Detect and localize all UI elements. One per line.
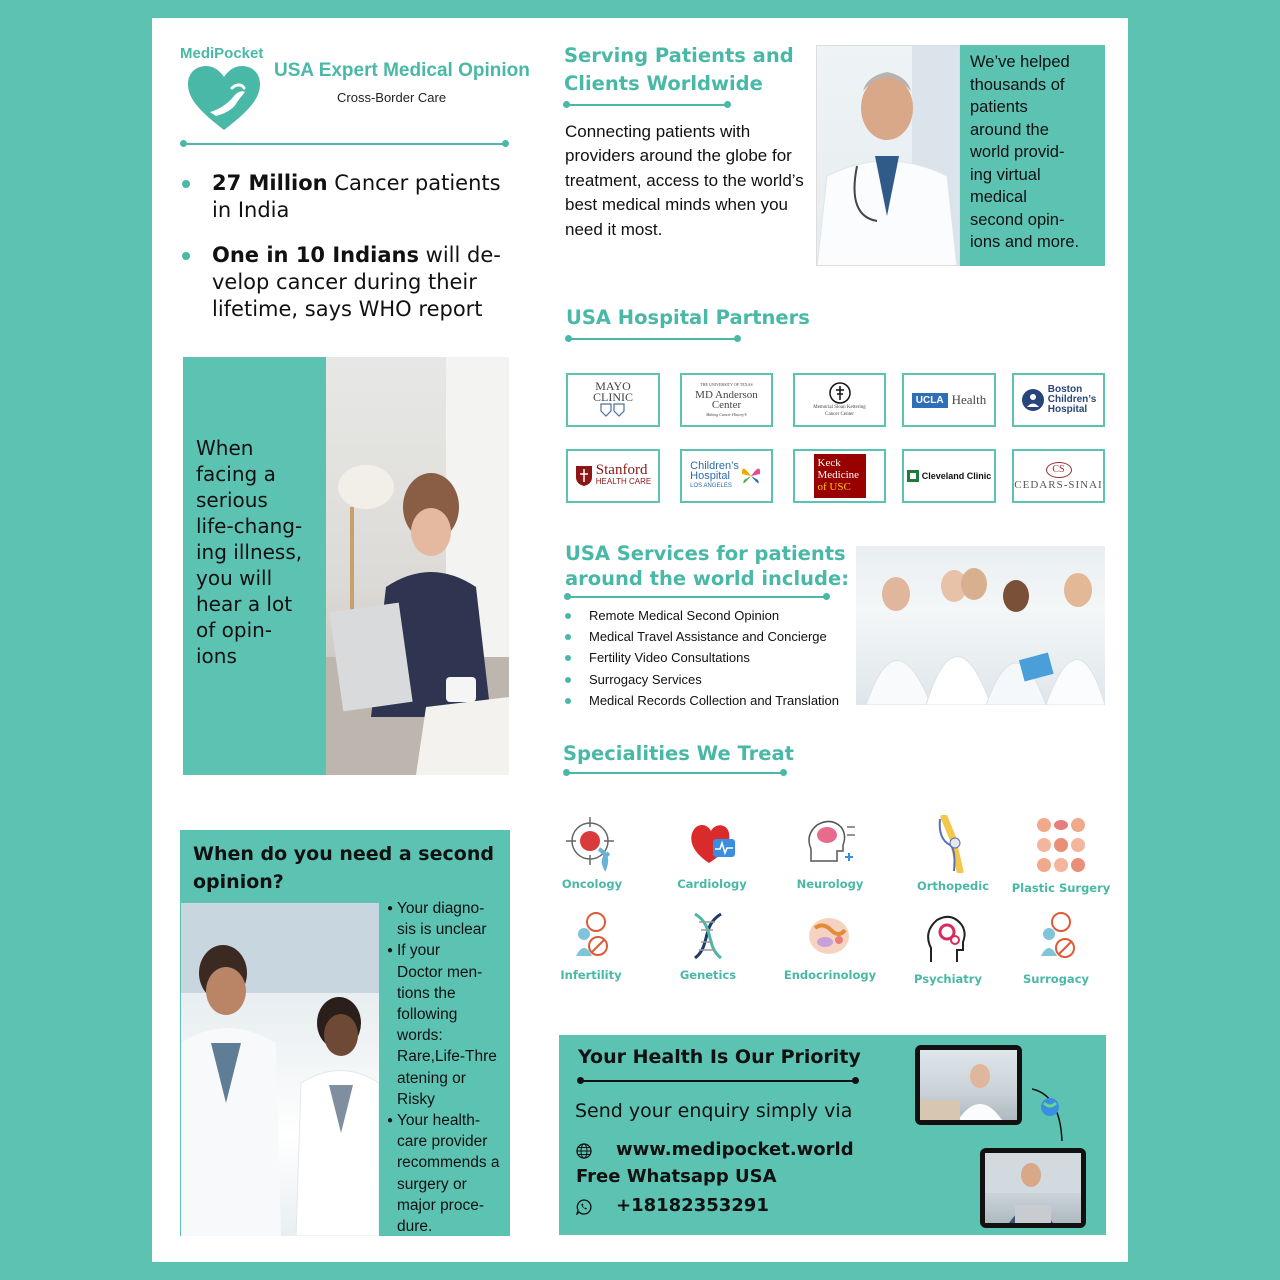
logo-stanford-health-care xyxy=(566,449,660,503)
services-divider xyxy=(567,596,827,598)
logo-memorial-sloan-kettering xyxy=(793,373,886,427)
logo-keck-medicine-usc xyxy=(793,449,886,503)
video-call-tablet-top xyxy=(915,1045,1022,1125)
logo-text: Hospital xyxy=(1047,404,1088,415)
speciality-label: Oncology xyxy=(561,877,623,891)
serving-title: Serving Patients and Clients Worldwide xyxy=(564,44,794,95)
genetics-icon xyxy=(681,910,735,962)
logo-text: MD Anderson xyxy=(695,389,758,401)
stat-highlight: One in 10 Indians xyxy=(212,243,419,267)
partners-divider xyxy=(568,338,738,340)
logo-text: Hospital xyxy=(690,470,730,482)
psychiatry-icon xyxy=(921,910,975,966)
serving-text: Connecting patients with providers around the globe for treatment, access to the world’s best medical minds when you need it most. xyxy=(565,122,804,239)
logo-text: Stanford xyxy=(595,462,648,478)
services-list xyxy=(565,605,839,711)
stanford-shield-icon xyxy=(575,465,593,487)
service-item: Medical Travel Assistance and Concierge xyxy=(565,626,839,647)
logo-text: THE UNIVERSITY OF TEXAS xyxy=(700,382,753,387)
bullet-icon xyxy=(182,252,190,260)
contact-send-text: Send your enquiry simply via xyxy=(575,1100,853,1122)
website-link[interactable]: www.medipocket.world xyxy=(616,1139,854,1160)
logo-text: CLINIC xyxy=(593,390,633,404)
stat-item xyxy=(180,242,525,323)
logo-md-anderson xyxy=(680,373,773,427)
contact-title: Your Health Is Our Priority xyxy=(578,1046,861,1068)
video-call-doctor-image xyxy=(920,1050,1017,1120)
video-call-tablet-bottom xyxy=(980,1148,1086,1228)
cancer-stats xyxy=(180,170,525,341)
logo-boston-childrens xyxy=(1012,373,1105,427)
surrogacy-icon xyxy=(1029,910,1083,966)
partners-title: USA Hospital Partners xyxy=(566,306,810,329)
whatsapp-label: Free Whatsapp USA xyxy=(576,1166,777,1187)
msk-emblem-icon xyxy=(829,382,851,404)
phone-link[interactable]: +18182353291 xyxy=(616,1195,769,1216)
logo-text: Keck xyxy=(817,457,841,469)
service-item: Medical Records Collection and Translation xyxy=(565,690,839,711)
speciality-neurology xyxy=(780,815,880,891)
stressed-woman-photo xyxy=(326,357,509,775)
speciality-oncology xyxy=(542,815,642,891)
cardiology-icon xyxy=(685,815,739,871)
speciality-label: Orthopedic xyxy=(916,879,990,893)
logo-text: Boston xyxy=(1047,384,1083,395)
helped-text: We’ve helped thousands of patients around the world provid- ing virtual medical second opin- ions and more. xyxy=(970,53,1080,251)
logo-text: Children’s xyxy=(1047,394,1097,405)
header-divider xyxy=(183,143,506,145)
endocrinology-icon xyxy=(803,910,857,962)
second-opinion-item: ● Your health- care provider recommends a surgery or major proce- dure. xyxy=(384,1110,506,1237)
facing-illness-text: When facing a serious life-chang- ing illness, you will hear a lot of opin- ions xyxy=(196,436,303,668)
doctors-discussion-photo xyxy=(181,903,379,1236)
service-item: Surrogacy Services xyxy=(565,669,839,690)
brand-title: USA Expert Medical Opinion xyxy=(274,60,530,81)
infertility-icon xyxy=(564,910,618,962)
speciality-label: Plastic Surgery xyxy=(1011,881,1111,895)
speciality-surrogacy xyxy=(1006,910,1106,986)
logo-ucla-health xyxy=(902,373,996,427)
second-opinion-list xyxy=(384,898,506,1237)
service-item: Fertility Video Consultations xyxy=(565,647,839,668)
butterfly-icon xyxy=(739,462,763,490)
logo-text: Children’s xyxy=(690,460,739,472)
logo-text: Making Cancer History® xyxy=(705,412,748,417)
logo-cedars-sinai xyxy=(1012,449,1105,503)
speciality-label: Infertility xyxy=(560,968,622,982)
speciality-psychiatry xyxy=(898,910,998,986)
neurology-icon xyxy=(803,815,857,871)
stat-item xyxy=(180,170,525,224)
logo-text: MAYO xyxy=(595,379,631,393)
speciality-label: Cardiology xyxy=(677,877,747,891)
speciality-genetics xyxy=(658,910,758,982)
doctor-portrait-photo xyxy=(816,45,960,266)
speciality-label: Neurology xyxy=(796,877,864,891)
second-opinion-item: ● If your Doctor men- tions the following words: Rare,Life-Thre atening or Risky xyxy=(384,940,506,1110)
cleveland-clinic-emblem-icon xyxy=(907,470,919,482)
specialities-divider xyxy=(566,772,784,774)
logo-mayo-clinic xyxy=(566,373,660,427)
speciality-endocrinology xyxy=(780,910,880,982)
heart-hand-logo-icon xyxy=(188,66,260,132)
brand-name: MediPocket xyxy=(180,45,264,62)
logo-text: HEALTH CARE xyxy=(595,477,652,486)
service-item: Remote Medical Second Opinion xyxy=(565,605,839,626)
logo-text: CS xyxy=(1046,462,1072,478)
second-opinion-item: ● Your diagno- sis is unclear xyxy=(384,898,506,940)
speciality-infertility xyxy=(541,910,641,982)
video-call-patient-image xyxy=(985,1153,1081,1223)
logo-text: Health xyxy=(951,392,987,407)
plastic-surgery-icon xyxy=(1034,815,1088,875)
stat-highlight: 27 Million xyxy=(212,171,328,195)
bullet-icon xyxy=(182,180,190,188)
logo-text: Center xyxy=(711,399,742,411)
logo-cleveland-clinic xyxy=(902,449,996,503)
boston-childrens-emblem-icon xyxy=(1021,388,1045,412)
globe-icon xyxy=(576,1143,592,1159)
stat-text: will de-velop cancer during their lifetime, says WHO report xyxy=(212,243,501,321)
logo-text: CEDARS-SINAI xyxy=(1014,478,1103,491)
globe-connection-icon xyxy=(1030,1085,1070,1145)
whatsapp-icon xyxy=(576,1199,592,1215)
second-opinion-title: When do you need a second opinion? xyxy=(193,843,494,893)
specialities-title: Specialities We Treat xyxy=(563,742,794,765)
logo-text: Cancer Center xyxy=(825,412,854,417)
logo-childrens-hospital-la xyxy=(680,449,773,503)
contact-divider xyxy=(580,1080,856,1082)
logo-text: Memorial Sloan Kettering xyxy=(813,405,866,410)
speciality-label: Endocrinology xyxy=(783,968,877,982)
speciality-plastic-surgery xyxy=(1011,815,1111,895)
speciality-label: Psychiatry xyxy=(914,972,982,986)
logo-text: UCLA xyxy=(912,393,948,408)
speciality-label: Genetics xyxy=(679,968,737,982)
speciality-orthopedic xyxy=(903,815,1003,893)
orthopedic-icon xyxy=(926,815,980,873)
logo-text: Cleveland Clinic xyxy=(921,471,992,481)
speciality-label: Surrogacy xyxy=(1022,972,1090,986)
mayo-shields-icon xyxy=(599,403,627,417)
logo-text: Medicine xyxy=(817,469,860,481)
services-title: USA Services for patients around the world include: xyxy=(565,542,850,590)
brand-subtitle: Cross-Border Care xyxy=(337,90,447,105)
logo-text: LOS ANGELES xyxy=(690,483,732,489)
stat-text: Cancer patients in India xyxy=(212,171,501,222)
medical-team-photo xyxy=(856,546,1105,705)
oncology-icon xyxy=(565,815,619,871)
serving-divider xyxy=(566,104,728,106)
logo-text: of USC xyxy=(817,481,851,493)
speciality-cardiology xyxy=(662,815,762,891)
